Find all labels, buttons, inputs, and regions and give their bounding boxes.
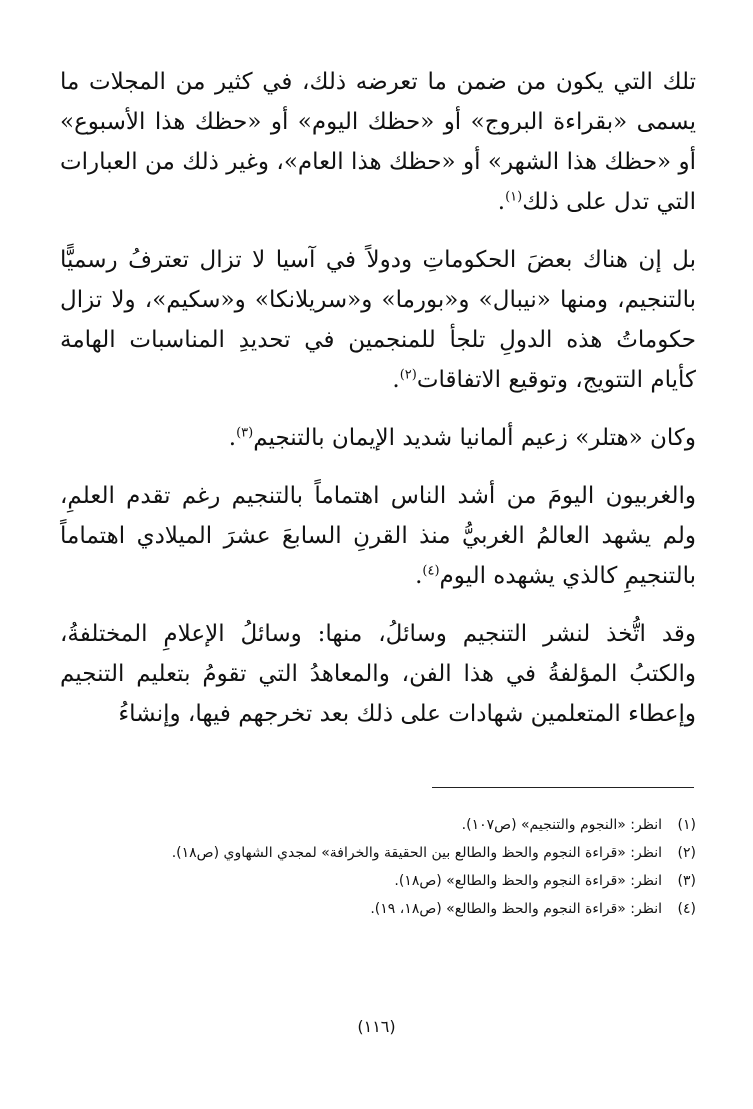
footnote-separator <box>432 787 694 788</box>
paragraph-1 <box>60 62 696 222</box>
paragraph-4 <box>60 476 696 596</box>
paragraph-text: بل إن هناك بعضَ الحكوماتِ ودولاً في آسيا لا تزال تعترفُ رسميًّا بالتنجيم، ومنها «نيبال» و«بورما» و«سريلانكا» و«سكيم»، ولا تزال حكوماتُ هذه الدولِ تلجأ للمنجمين في تحديدِ المناسبات الهامة كأيام التتويج، وتوقيع الاتفاقات <box>60 247 696 393</box>
main-text <box>60 62 696 752</box>
footnote-text: انظر: «النجوم والتنجيم» (ص١٠٧). <box>461 817 662 833</box>
paragraph-text: والغربيون اليومَ من أشد الناس اهتماماً بالتنجيم رغم تقدم العلمِ، ولم يشهد العالمُ الغربيُّ منذ القرنِ السابعَ عشرَ الميلادي اهتماماً بالتنجيمِ كالذي يشهده اليوم <box>60 483 696 589</box>
paragraph-2 <box>60 240 696 400</box>
footnote-number: (٤) <box>677 901 696 917</box>
paragraph-end: . <box>497 189 506 215</box>
paragraph-5 <box>60 614 696 734</box>
footnote-number: (٣) <box>677 873 696 889</box>
paragraph-3 <box>60 418 696 458</box>
paragraph-text: وكان «هتلر» زعيم ألمانيا شديد الإيمان بالتنجيم <box>253 425 696 451</box>
footnote-text: انظر: «قراءة النجوم والحظ والطالع» (ص١٨، ١٩). <box>370 901 662 917</box>
paragraph-text: وقد اتُّخذ لنشر التنجيم وسائلُ، منها: وسائلُ الإعلامِ المختلفةُ، والكتبُ المؤلفةُ في هذا الفن، والمعاهدُ التي تقومُ بتعليم التنجيم وإعطاء المتعلمين شهادات على ذلك بعد تخرجهم فيها، وإنشاءُ <box>60 621 696 727</box>
footnote-4 <box>60 896 696 922</box>
footnote-3 <box>60 868 696 894</box>
footnote-ref: (٢) <box>399 367 417 383</box>
paragraph-end: . <box>415 563 423 589</box>
footnote-1 <box>60 812 696 838</box>
footnote-number: (٢) <box>677 845 696 861</box>
footnote-text: انظر: «قراءة النجوم والحظ والطالع بين الحقيقة والخرافة» لمجدي الشهاوي (ص١٨). <box>171 845 662 861</box>
page-number: (١١٦) <box>357 1017 396 1036</box>
footnote-number: (١) <box>677 817 696 833</box>
paragraph-end: . <box>228 425 237 451</box>
footnote-ref: (٣) <box>236 425 254 441</box>
footnote-ref: (٤) <box>422 563 440 579</box>
paragraph-end: . <box>392 367 400 393</box>
footnote-text: انظر: «قراءة النجوم والحظ والطالع» (ص١٨). <box>394 873 662 889</box>
footnotes <box>60 812 696 924</box>
footnote-2 <box>60 840 696 866</box>
paragraph-text: تلك التي يكون من ضمن ما تعرضه ذلك، في كثير من المجلات ما يسمى «بقراءة البروج» أو «حظك اليوم» أو «حظك هذا الأسبوع» أو «حظك هذا الشهر» أو «حظك هذا العام»، وغير ذلك من العبارات التي تدل على ذلك <box>60 69 696 215</box>
footnote-ref: (١) <box>505 189 523 205</box>
